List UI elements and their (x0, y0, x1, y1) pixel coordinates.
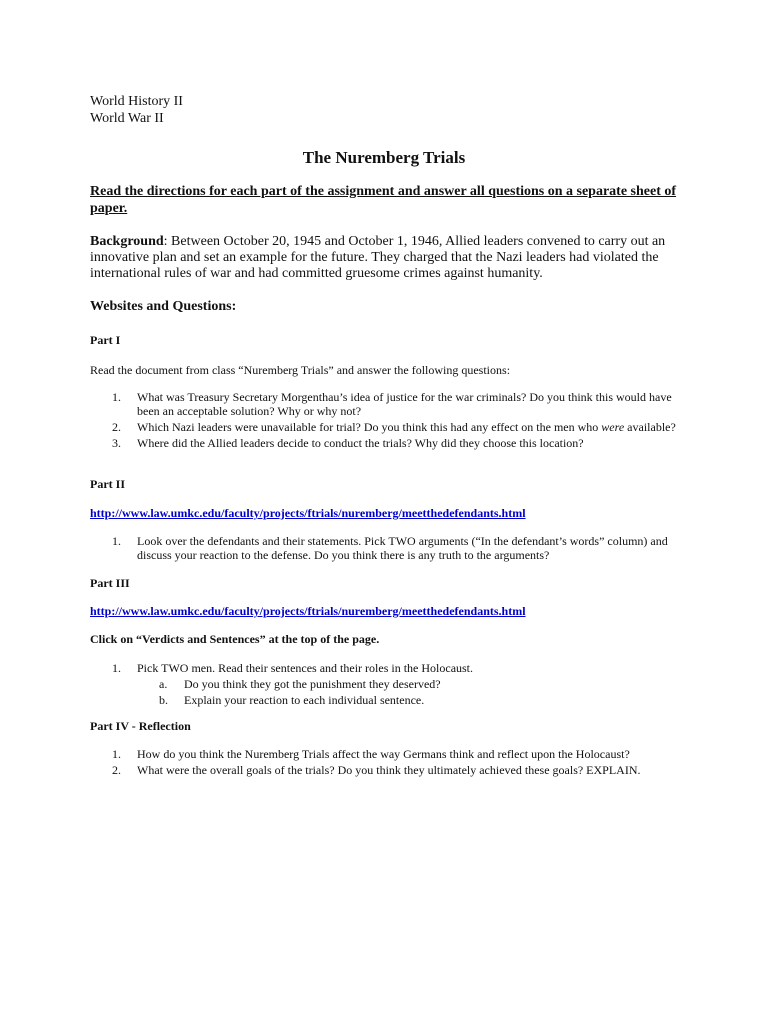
background-text: : Between October 20, 1945 and October 1, 1946, Allied leaders convened to carry out an innovative plan and set an example for the future. They charged that the Nazi leaders had violated the international rules of war and had committed gruesome crimes against humanity. (90, 234, 666, 281)
part4-heading: Part IV - Reflection (90, 719, 191, 733)
list-item: a. Do you think they got the punishment they deserved? (159, 677, 441, 691)
websites-heading: Websites and Questions: (90, 299, 237, 314)
page-title: The Nuremberg Trials (302, 148, 466, 167)
part1-heading: Part I (90, 333, 121, 347)
part4-questions (90, 747, 680, 779)
part1-intro: Read the document from class “Nuremberg Trials” and answer the following questions: (90, 363, 511, 377)
course-name: World History II (90, 94, 183, 109)
list-item: 1. Pick TWO men. Read their sentences and their roles in the Holocaust. a. Do you think they got the punishment they deserved? b. Explain your reaction to each individual sentence. (90, 661, 680, 707)
directions: Read the directions for each part of the assignment and answer all questions on a separate sheet of paper. (90, 184, 677, 216)
list-item: 1. What was Treasury Secretary Morgenthau’s idea of justice for the war criminals? Do you think this would have been an acceptable solution? Why or why not? (112, 390, 672, 418)
list-item: 3. Where did the Allied leaders decide to conduct the trials? Why did they choose this location? (112, 436, 584, 450)
list-item: 1. How do you think the Nuremberg Trials affect the way Germans think and reflect upon the Holocaust? (112, 747, 630, 761)
list-item: b. Explain your reaction to each individual sentence. (159, 693, 425, 707)
part3-questions (90, 661, 680, 709)
unit-name: World War II (90, 111, 164, 126)
part3-click-instruction: Click on “Verdicts and Sentences” at the top of the page. (90, 632, 380, 646)
part3-heading: Part III (90, 576, 130, 590)
list-item: 2. What were the overall goals of the trials? Do you think they ultimately achieved these goals? EXPLAIN. (112, 763, 641, 777)
list-item: 1. Look over the defendants and their statements. Pick TWO arguments (“In the defendant’s words” column) and discuss your reaction to the defense. Do you think there is any truth to the arguments? (112, 534, 668, 562)
background-label: Background (90, 234, 164, 249)
list-item: 2. Which Nazi leaders were unavailable for trial? Do you think this had any effect on the men who were available? (112, 420, 676, 434)
background-paragraph (90, 234, 680, 282)
part2-heading: Part II (90, 477, 125, 491)
part3-link[interactable]: http://www.law.umkc.edu/faculty/projects/ftrials/nuremberg/meetthedefendants.html (90, 604, 526, 618)
part1-questions (90, 390, 680, 452)
course-info (90, 93, 183, 127)
part2-questions (90, 534, 680, 564)
part2-link[interactable]: http://www.law.umkc.edu/faculty/projects/ftrials/nuremberg/meetthedefendants.html (90, 506, 526, 520)
part3-subquestions (137, 677, 680, 707)
